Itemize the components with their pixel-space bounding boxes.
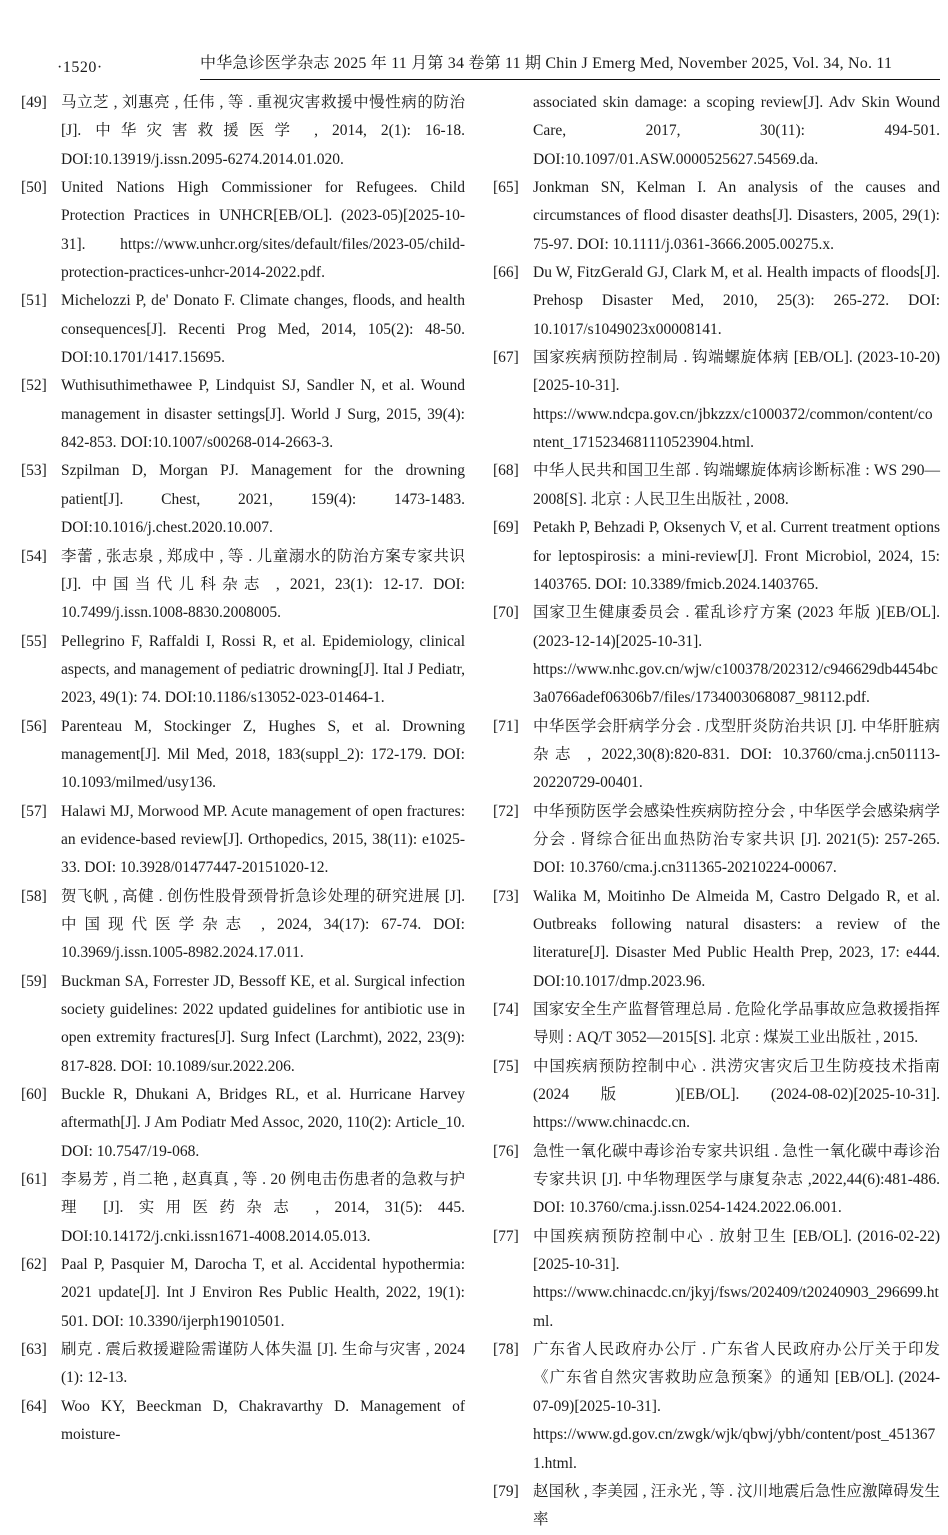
reference-number: [53] xyxy=(21,462,47,480)
reference-text: Halawi MJ, Morwood MP. Acute management of open fractures: an evidence-based review[J]. Orthopedics, 2015, 38(11): e1025-33. DOI: 10.3928/01477447-20151020-12. xyxy=(61,802,465,877)
reference-text: associated skin damage: a scoping review[J]. Adv Skin Wound Care, 2017, 30(11): 494-501. DOI:10.1097/01.ASW.0000525627.54569.da. xyxy=(533,94,940,168)
reference-text: 贺飞帆 , 高健 . 创伤性股骨颈骨折急诊处理的研究进展 [J]. 中国现代医学杂志 , 2024, 34(17): 67-74. DOI: 10.3969/j.issn.1005-8982.2024.17.011. xyxy=(61,887,465,962)
reference-item xyxy=(21,174,465,287)
reference-item xyxy=(21,968,465,1081)
reference-number: [71] xyxy=(493,717,519,735)
reference-item xyxy=(21,457,465,542)
reference-item xyxy=(493,457,940,514)
reference-item xyxy=(21,1081,465,1166)
reference-item xyxy=(21,1336,465,1393)
reference-number: [50] xyxy=(21,179,47,197)
reference-number: [74] xyxy=(493,1001,519,1018)
reference-text: 中华预防医学会感染性疾病防控分会 , 中华医学会感染病学分会 . 肾综合征出血热防治专家共识 [J]. 2021(5): 257-265. DOI: 10.3760/cma.j.cn311365-20210224-00067. xyxy=(533,802,940,877)
reference-item xyxy=(493,1053,940,1138)
reference-number: [78] xyxy=(493,1341,519,1359)
reference-item xyxy=(21,287,465,372)
reference-text: 李蕾 , 张志泉 , 郑成中 , 等 . 儿童溺水的防治方案专家共识 [J]. 中国当代儿科杂志 , 2021, 23(1): 12-17. DOI: 10.7499/j.issn.1008-8830.2008005. xyxy=(61,547,465,622)
reference-number: [69] xyxy=(493,519,519,537)
references-section xyxy=(21,89,940,1535)
reference-number: [52] xyxy=(21,377,47,395)
reference-number: [60] xyxy=(21,1086,47,1104)
journal-header-line: 中华急诊医学杂志 2025 年 11 月第 34 卷第 11 期 Chin J Emerg Med, November 2025, Vol. 34, No. 11 xyxy=(200,52,940,80)
reference-item xyxy=(21,1166,465,1251)
reference-item xyxy=(493,344,940,457)
reference-item xyxy=(493,1223,940,1336)
reference-item xyxy=(21,798,465,883)
reference-number: [77] xyxy=(493,1227,519,1245)
reference-text: 中华医学会肝病学分会 . 戊型肝炎防治共识 [J]. 中华肝脏病杂志 , 2022,30(8):820-831. DOI: 10.3760/cma.j.cn501113-20220729-00401. xyxy=(533,717,940,792)
reference-text: Michelozzi P, de' Donato F. Climate changes, floods, and health consequences[J]. Recenti Prog Med, 2014, 105(2): 48-50. DOI:10.1701/1417.15695. xyxy=(61,292,465,367)
reference-item xyxy=(21,1251,465,1336)
reference-number: [75] xyxy=(493,1057,519,1075)
references-column-right xyxy=(493,89,940,1535)
reference-number: [61] xyxy=(21,1171,47,1189)
reference-text: 国家安全生产监督管理总局 . 危险化学品事故应急救援指挥导则 : AQ/T 3052—2015[S]. 北京 : 煤炭工业出版社 , 2015. xyxy=(533,1001,940,1047)
reference-text: Wuthisuthimethawee P, Lindquist SJ, Sandler N, et al. Wound management in disaster settings[J]. World J Surg, 2015, 39(4): 842-853. DOI:10.1007/s00268-014-2663-3. xyxy=(61,377,465,452)
reference-item xyxy=(493,259,940,344)
reference-item xyxy=(21,883,465,968)
reference-item xyxy=(493,599,940,712)
page-number: ·1520· xyxy=(57,59,103,76)
reference-number: [57] xyxy=(21,802,47,820)
reference-item xyxy=(21,1393,465,1450)
reference-text: Parenteau M, Stockinger Z, Hughes S, et al. Drowning management[J]. Mil Med, 2018, 183(suppl_2): 172-179. DOI: 10.1093/milmed/usy136. xyxy=(61,717,465,792)
reference-number: [72] xyxy=(493,802,519,820)
reference-item xyxy=(493,713,940,798)
reference-item xyxy=(21,628,465,713)
reference-text: 李易芳 , 肖二艳 , 赵真真 , 等 . 20 例电击伤患者的急救与护理 [J]. 实用医药杂志 , 2014, 31(5): 445. DOI:10.14172/j.cnki.issn1671-4008.2014.05.013. xyxy=(61,1171,465,1245)
reference-item xyxy=(493,798,940,883)
reference-text: Pellegrino F, Raffaldi I, Rossi R, et al. Epidemiology, clinical aspects, and management of pediatric drowning[J]. Ital J Pediatr, 2023, 49(1): 74. DOI:10.1186/s13052-023-01464-1. xyxy=(61,632,465,707)
reference-text: 马立芝 , 刘惠亮 , 任伟 , 等 . 重视灾害救援中慢性病的防治 [J]. 中华灾害救援医学 , 2014, 2(1): 16-18. DOI:10.13919/j.issn.2095-6274.2014.01.020. xyxy=(61,94,465,168)
reference-text: Woo KY, Beeckman D, Chakravarthy D. Management of moisture- xyxy=(61,1397,465,1444)
reference-item xyxy=(493,883,940,996)
reference-text: 广东省人民政府办公厅 . 广东省人民政府办公厅关于印发《广东省自然灾害救助应急预案》的通知 [EB/OL]. (2024-07-09)[2025-10-31]. https://www.gd.gov.cn/zwgk/wjk/qbwj/ybh/content/post_4513671.html. xyxy=(533,1341,940,1472)
reference-text: Petakh P, Behzadi P, Oksenych V, et al. Current treatment options for leptospirosis: a mini-review[J]. Front Microbiol, 2024, 15: 1403765. DOI: 10.3389/fmicb.2024.1403765. xyxy=(533,519,940,593)
reference-text: 中国疾病预防控制中心 . 洪涝灾害灾后卫生防疫技术指南 (2024 版 )[EB/OL]. (2024-08-02)[2025-10-31]. https://www.chinacdc.cn. xyxy=(533,1057,940,1132)
reference-number: [51] xyxy=(21,292,47,310)
reference-text: Walika M, Moitinho De Almeida M, Castro Delgado R, et al. Outbreaks following natural disasters: a review of the literature[J]. Disaster Med Public Health Prep, 2023, 17: e444. DOI:10.1017/dmp.2023.96. xyxy=(533,887,940,990)
reference-item xyxy=(493,1138,940,1223)
reference-text: Paal P, Pasquier M, Darocha T, et al. Accidental hypothermia: 2021 update[J]. Int J Environ Res Public Health, 2022, 19(1): 501. DOI: 10.3390/ijerph19010501. xyxy=(61,1256,465,1330)
reference-text: Du W, FitzGerald GJ, Clark M, et al. Health impacts of floods[J]. Prehosp Disaster Med, 2010, 25(3): 265-272. DOI: 10.1017/s1049023x00008141. xyxy=(533,264,940,338)
reference-number: [58] xyxy=(21,887,47,905)
reference-text: 刷克 . 震后救援避险需谨防人体失温 [J]. 生命与灾害 , 2024 (1): 12-13. xyxy=(61,1341,465,1387)
reference-item xyxy=(493,514,940,599)
reference-number: [62] xyxy=(21,1256,47,1274)
reference-number: [67] xyxy=(493,349,519,367)
reference-text: United Nations High Commissioner for Refugees. Child Protection Practices in UNHCR[EB/OL]. (2023-05)[2025-10-31]. https://www.unhcr.org/sites/default/files/2023-05/child-protection-practices-unhcr-2014-2022.pdf. xyxy=(61,179,465,282)
reference-number: [56] xyxy=(21,717,47,735)
reference-text: Szpilman D, Morgan PJ. Management for the drowning patient[J]. Chest, 2021, 159(4): 1473-1483. DOI:10.1016/j.chest.2020.10.007. xyxy=(61,462,465,537)
reference-item xyxy=(493,174,940,259)
reference-number: [79] xyxy=(493,1482,519,1500)
reference-text: Buckman SA, Forrester JD, Bessoff KE, et al. Surgical infection society guidelines: 2022 updated guidelines for antibiotic use in open extremity fractures[J]. Surg Infect (Larchmt), 2022, 23(9): 817-828. DOI: 10.1089/sur.2022.206. xyxy=(61,972,465,1075)
reference-item xyxy=(493,89,940,174)
reference-item xyxy=(21,713,465,798)
reference-text: 国家疾病预防控制局 . 钩端螺旋体病 [EB/OL]. (2023-10-20)[2025-10-31]. https://www.ndcpa.gov.cn/jbkzzx/c1000372/common/content/content_1715234681110523904.html. xyxy=(533,349,940,452)
reference-text: 急性一氧化碳中毒诊治专家共识组 . 急性一氧化碳中毒诊治专家共识 [J]. 中华物理医学与康复杂志 ,2022,44(6):481-486. DOI: 10.3760/cma.j.issn.0254-1424.2022.06.001. xyxy=(533,1142,940,1217)
reference-item xyxy=(21,89,465,174)
page-header xyxy=(21,52,940,80)
reference-number: [65] xyxy=(493,179,519,197)
reference-number: [63] xyxy=(21,1341,47,1359)
reference-number: [66] xyxy=(493,264,519,282)
reference-text: 中国疾病预防控制中心 . 放射卫生 [EB/OL]. (2016-02-22) [2025-10-31]. https://www.chinacdc.cn/jkyj/fsws/202409/t20240903_296699.html. xyxy=(533,1227,940,1330)
reference-number: [76] xyxy=(493,1142,519,1160)
reference-number: [49] xyxy=(21,94,47,111)
reference-number: [64] xyxy=(21,1397,47,1415)
reference-item xyxy=(21,543,465,628)
reference-text: 中华人民共和国卫生部 . 钩端螺旋体病诊断标准 : WS 290—2008[S]. 北京 : 人民卫生出版社 , 2008. xyxy=(533,462,940,508)
reference-number: [68] xyxy=(493,462,519,480)
reference-number: [55] xyxy=(21,632,47,650)
reference-text: 赵国秋 , 李美园 , 汪永光 , 等 . 汶川地震后急性应激障碍发生率 xyxy=(533,1482,940,1529)
reference-text: Jonkman SN, Kelman I. An analysis of the causes and circumstances of flood disaster deaths[J]. Disasters, 2005, 29(1): 75-97. DOI: 10.1111/j.0361-3666.2005.00275.x. xyxy=(533,179,940,253)
reference-item xyxy=(493,1478,940,1535)
reference-item xyxy=(21,372,465,457)
reference-number: [54] xyxy=(21,547,47,565)
reference-item xyxy=(493,996,940,1053)
reference-number: [70] xyxy=(493,604,519,622)
reference-number: [73] xyxy=(493,887,519,905)
reference-text: 国家卫生健康委员会 . 霍乱诊疗方案 (2023 年版 )[EB/OL]. (2023-12-14)[2025-10-31]. https://www.nhc.gov.cn/wjw/c100378/202312/c946629db4454bc3a0766adef06306b7/files/1734003068087_98112.pdf. xyxy=(533,604,940,707)
references-column-left xyxy=(21,89,465,1535)
reference-number: [59] xyxy=(21,972,47,990)
reference-text: Buckle R, Dhukani A, Bridges RL, et al. Hurricane Harvey aftermath[J]. J Am Podiatr Med Assoc, 2020, 110(2): Article_10. DOI: 10.7547/19-068. xyxy=(61,1086,465,1160)
reference-item xyxy=(493,1336,940,1478)
